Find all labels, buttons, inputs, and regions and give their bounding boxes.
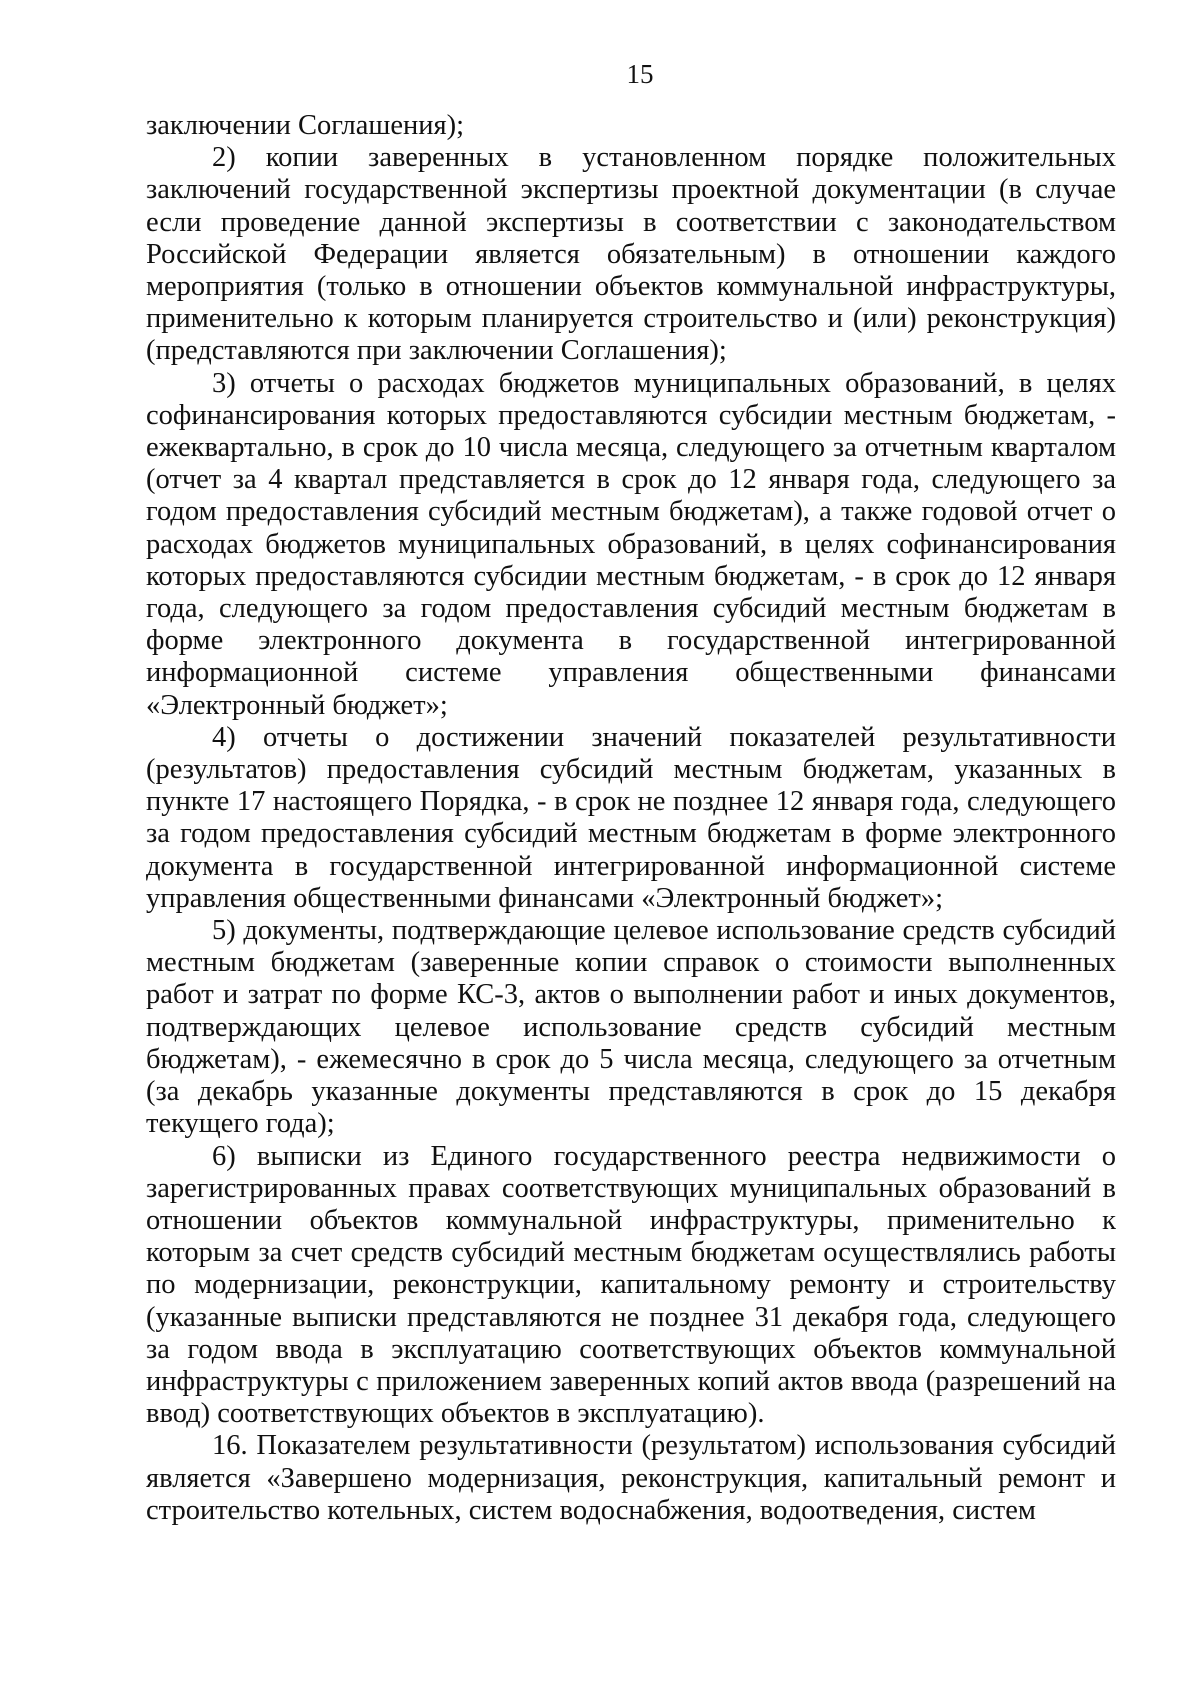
paragraph-continuation: заключении Соглашения);: [146, 110, 465, 141]
paragraph-section-16: 16. Показателем результативности (результатом) использования субсидий является «Завершено модернизация, реконструкция, капитальный ремонт и строительство котельных, систем водоснабжения, водоотведения, систем: [146, 1430, 1116, 1526]
document-body: [146, 110, 1116, 1527]
paragraph-item-3: 3) отчеты о расходах бюджетов муниципальных образований, в целях софинансирования которых предоставляются субсидии местным бюджетам, - ежеквартально, в срок до 10 числа месяца, следующего за отчетным кварталом (отчет за 4 квартал представляется в срок до 12 января года, следующего за годом предоставления субсидий местным бюджетам), а также годовой отчет о расходах бюджетов муниципальных образований, в целях софинансирования которых предоставляются субсидии местным бюджетам, - в срок до 12 января года, следующего за годом предоставления субсидий местным бюджетам в форме электронного документа в государственной интегрированной информационной системе управления общественными финансами «Электронный бюджет»;: [146, 367, 1116, 721]
paragraph-item-6: 6) выписки из Единого государственного реестра недвижимости о зарегистрированных правах соответствующих муниципальных образований в отношении объектов коммунальной инфраструктуры, применительно к которым за счет средств субсидий местным бюджетам осуществлялись работы по модернизации, реконструкции, капитальному ремонту и строительству (указанные выписки представляются не позднее 31 декабря года, следующего за годом ввода в эксплуатацию соответствующих объектов коммунальной инфраструктуры с приложением заверенных копий актов ввода (разрешений на ввод) соответствующих объектов в эксплуатацию).: [146, 1140, 1116, 1430]
paragraph-item-4: 4) отчеты о достижении значений показателей результативности (результатов) предоставления субсидий местным бюджетам, указанных в пункте 17 настоящего Порядка, - в срок не позднее 12 января года, следующего за годом предоставления субсидий местным бюджетам в форме электронного документа в государственной интегрированной информационной системе управления общественными финансами «Электронный бюджет»;: [146, 721, 1116, 914]
page-number: 15: [626, 59, 654, 89]
paragraph-item-5: 5) документы, подтверждающие целевое использование средств субсидий местным бюджетам (заверенные копии справок о стоимости выполненных работ и затрат по форме КС-3, актов о выполнении работ и иных документов, подтверждающих целевое использование средств субсидий местным бюджетам), - ежемесячно в срок до 5 числа месяца, следующего за отчетным (за декабрь указанные документы представляются в срок до 15 декабря текущего года);: [146, 915, 1116, 1140]
paragraph-item-2: 2) копии заверенных в установленном порядке положительных заключений государственной экспертизы проектной документации (в случае если проведение данной экспертизы в соответствии с законодательством Российской Федерации является обязательным) в отношении каждого мероприятия (только в отношении объектов коммунальной инфраструктуры, применительно к которым планируется строительство и (или) реконструкция) (представляются при заключении Соглашения);: [146, 142, 1116, 367]
